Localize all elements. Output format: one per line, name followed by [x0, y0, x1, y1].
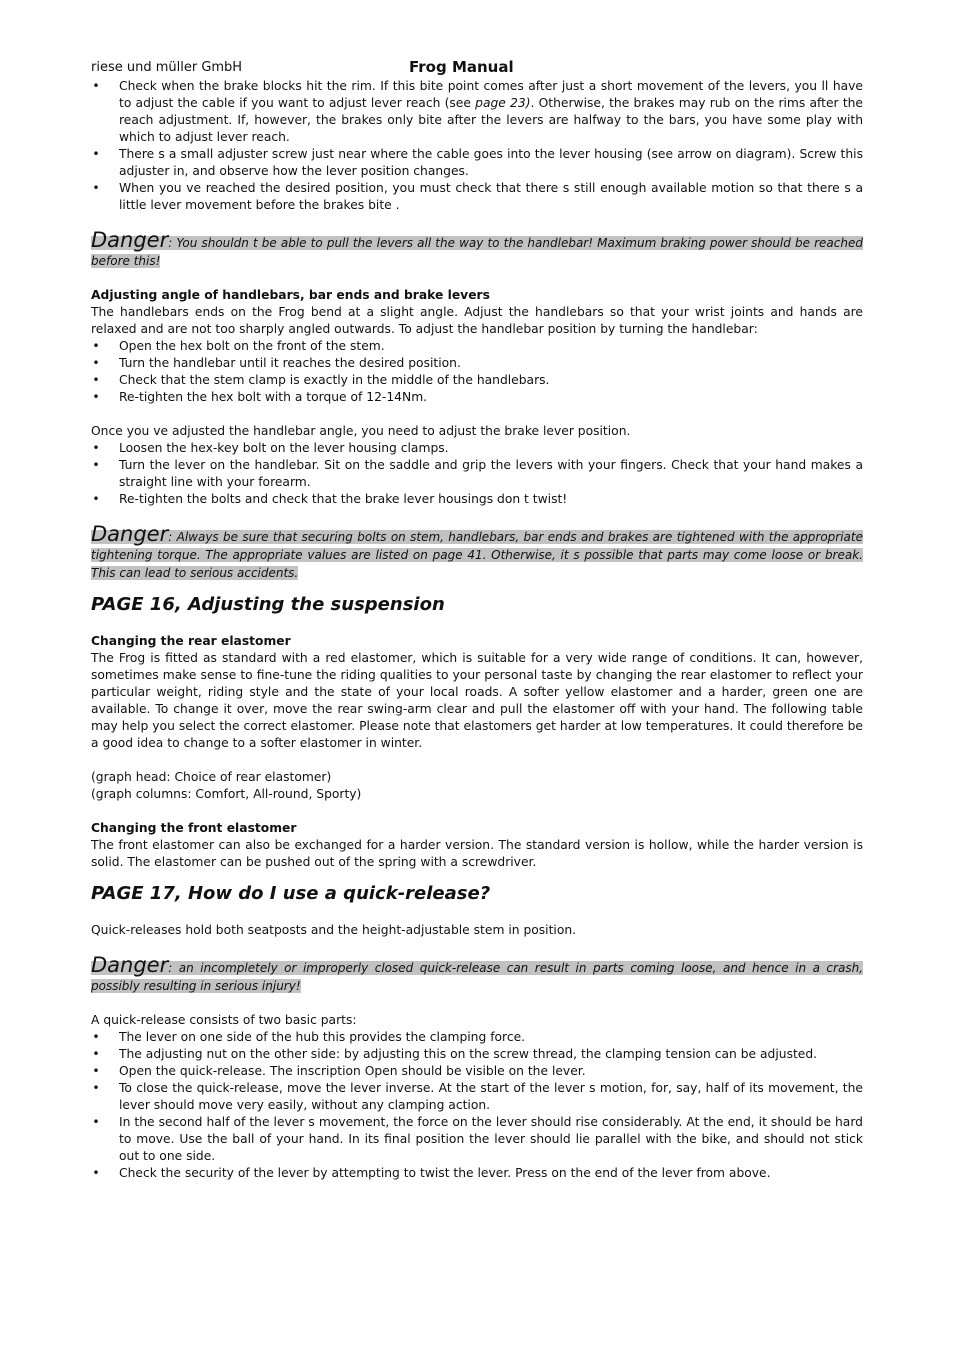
list-item: • There s a small adjuster screw just near where the cable goes into the lever housing (see arrow on diagram). Screw this adjuster in, and observe how the lever position changes.: [92, 147, 863, 178]
bullet-icon: •: [92, 492, 100, 506]
handlebars-intro: The handlebars ends on the Frog bend at a slight angle. Adjust the handlebars so that your wrist joints and hands are relaxed and are not too sharply angled outwards. To adjust the handlebar position by turning the handlebar:: [91, 305, 863, 336]
list-item: • Loosen the hex-key bolt on the lever housing clamps.: [92, 441, 449, 455]
page-reference: page 23): [475, 96, 531, 110]
danger-note-quick-release: Danger: an incompletely or improperly closed quick-release can result in parts coming loose, and hence in a crash, possibly resulting in serious injury!: [91, 953, 863, 993]
list-item: • Check the security of the lever by attempting to twist the lever. Press on the end of the lever from above.: [92, 1166, 771, 1180]
bullet-icon: •: [92, 1166, 100, 1180]
bullet-icon: •: [92, 458, 100, 472]
section-heading-front-elastomer: Changing the front elastomer: [91, 821, 297, 835]
bullet-icon: •: [92, 339, 100, 353]
front-elastomer-text: The front elastomer can also be exchanged for a harder version. The standard version is hollow, while the harder version is solid. The elastomer can be pushed out of the spring with a screwdriver.: [91, 838, 863, 869]
bullet-icon: •: [92, 1064, 100, 1078]
list-item: • Open the hex bolt on the front of the stem.: [92, 339, 385, 353]
section-heading-rear-elastomer: Changing the rear elastomer: [91, 634, 291, 648]
bullet-icon: •: [92, 1115, 100, 1129]
danger-label: Danger: [91, 522, 169, 546]
bullet-icon: •: [92, 1081, 100, 1095]
danger-note-levers: Danger: You shouldn t be able to pull the levers all the way to the handlebar! Maximum braking power should be reached before this!: [91, 228, 863, 268]
manual-page: [91, 56, 863, 1182]
list-item: • To close the quick-release, move the lever inverse. At the start of the lever s motion, for, say, half of its movement, the lever should move very easily, without any clamping action.: [92, 1081, 863, 1112]
graph-head-note: (graph head: Choice of rear elastomer): [91, 770, 332, 784]
bullet-icon: •: [92, 1030, 100, 1044]
list-item: • The adjusting nut on the other side: by adjusting this on the screw thread, the clamping tension can be adjusted.: [92, 1047, 818, 1061]
section-heading-handlebars: Adjusting angle of handlebars, bar ends and brake levers: [91, 288, 490, 302]
brake-check-list: [91, 78, 863, 214]
bullet-icon: •: [92, 390, 100, 404]
handlebar-steps: [91, 338, 863, 406]
document-title: Frog Manual: [409, 58, 514, 76]
page-header: [91, 56, 863, 78]
bullet-icon: •: [92, 79, 100, 93]
list-item: • When you ve reached the desired position, you must check that there s still enough available motion so that there s a little lever movement before the brakes bite .: [92, 181, 863, 212]
bullet-icon: •: [92, 147, 100, 161]
graph-columns-note: (graph columns: Comfort, All-round, Sporty): [91, 787, 362, 801]
danger-note-bolts: Danger: Always be sure that securing bolts on stem, handlebars, bar ends and brakes are tightened with the appropriate tightening torque. The appropriate values are listed on page 41. Otherwise, it s possible that parts may come loose or break. This can lead to serious accidents.: [91, 522, 863, 580]
company-name: riese und müller GmbH: [91, 60, 243, 75]
lever-intro: Once you ve adjusted the handlebar angle, you need to adjust the brake lever position.: [91, 424, 631, 438]
list-item: • Re-tighten the hex bolt with a torque of 12-14Nm.: [92, 390, 428, 404]
bullet-icon: •: [92, 181, 100, 195]
list-item: • Open the quick-release. The inscription Open should be visible on the lever.: [92, 1064, 586, 1078]
danger-label: Danger: [91, 228, 169, 252]
bullet-icon: •: [92, 356, 100, 370]
bullet-icon: •: [92, 373, 100, 387]
list-item: • Re-tighten the bolts and check that the brake lever housings don t twist!: [92, 492, 568, 506]
list-item: • Turn the lever on the handlebar. Sit on the saddle and grip the levers with your fingers. Check that your hand makes a straight line with your forearm.: [92, 458, 863, 489]
list-item: • Turn the handlebar until it reaches the desired position.: [92, 356, 461, 370]
list-item: • Check that the stem clamp is exactly in the middle of the handlebars.: [92, 373, 550, 387]
quick-release-intro: Quick-releases hold both seatposts and the height-adjustable stem in position.: [91, 923, 577, 937]
bullet-icon: •: [92, 441, 100, 455]
danger-label: Danger: [91, 953, 169, 977]
bullet-icon: •: [92, 1047, 100, 1061]
quick-release-steps: [91, 1029, 863, 1182]
list-item: • In the second half of the lever s movement, the force on the lever should rise considerably. At the end, it should be hard to move. Use the ball of your hand. In its final position the lever should lie parallel with the bike, and should not stick out to one side.: [92, 1115, 863, 1163]
lever-steps: [91, 440, 863, 508]
section-title-suspension: PAGE 16, Adjusting the suspension: [91, 594, 445, 615]
list-item: • Check when the brake blocks hit the rim. If this bite point comes after just a short movement of the levers, you ll have to adjust the cable if you want to adjust lever reach (see page 23). Otherwise, the brakes may rub on the rims after the reach adjustment. If, however, the brakes only bite after the levers are halfway to the bars, you have some play with which to adjust lever reach.: [92, 79, 863, 144]
section-title-quick-release: PAGE 17, How do I use a quick-release?: [91, 883, 491, 904]
rear-elastomer-text: The Frog is fitted as standard with a red elastomer, which is suitable for a very wide range of conditions. It can, however, sometimes make sense to fine-tune the riding qualities to your personal taste by changing the rear elastomer to reflect your particular weight, riding style and the state of your local roads. A softer yellow elastomer and a harder, green one are available. To change it over, move the rear swing-arm clear and pull the elastomer off with your hand. The following table may help you select the correct elastomer. Please note that elastomers get harder at low temperatures. It could therefore be a good idea to change to a softer elastomer in winter.: [91, 651, 863, 750]
quick-release-parts-intro: A quick-release consists of two basic parts:: [91, 1013, 357, 1027]
list-item: • The lever on one side of the hub this provides the clamping force.: [92, 1030, 526, 1044]
